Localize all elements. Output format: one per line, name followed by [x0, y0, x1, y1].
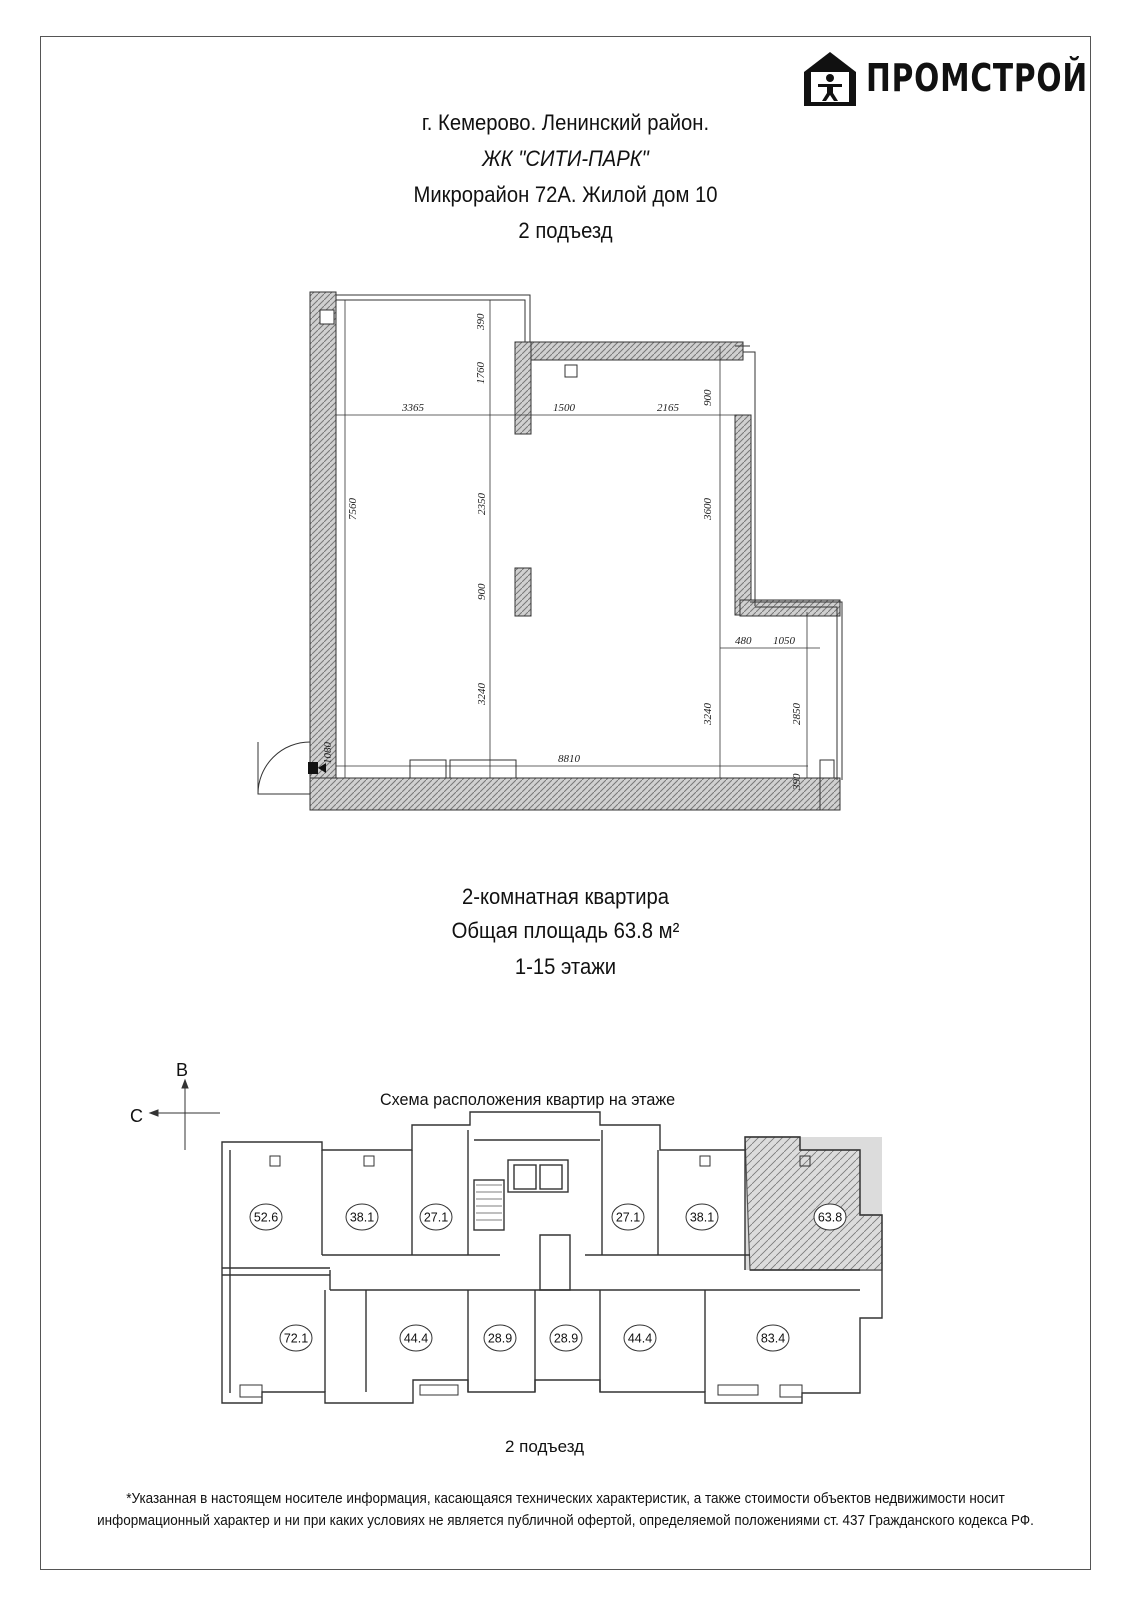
compass-north-label: В — [176, 1060, 189, 1080]
brand-name: ПРОМСТРОЙ — [866, 56, 1088, 100]
dim-2165: 2165 — [657, 402, 679, 414]
apartment-area-top-4: 27.1 — [615, 1210, 641, 1225]
dim-3365: 3365 — [402, 402, 424, 414]
apartment-area-top-5: 38.1 — [689, 1210, 715, 1225]
apartment-floors: 1-15 этажи — [514, 954, 617, 979]
dim-900-mid: 900 — [476, 583, 488, 600]
complex-name: ЖК "СИТИ-ПАРК" — [482, 146, 649, 171]
building-line: Микрорайон 72А. Жилой дом 10 — [413, 182, 718, 207]
dim-8810: 8810 — [558, 753, 580, 765]
dim-1760: 1760 — [475, 362, 487, 384]
apartment-area: Общая площадь 63.8 м² — [451, 918, 680, 943]
dim-480: 480 — [735, 635, 752, 647]
dim-390-top: 390 — [475, 313, 487, 330]
apartment-area-bottom-6: 83.4 — [760, 1331, 786, 1346]
dim-2350: 2350 — [476, 493, 488, 515]
apartment-area-bottom-1: 72.1 — [283, 1331, 309, 1346]
apartment-area-bottom-4: 28.9 — [553, 1331, 579, 1346]
dim-3240-right: 3240 — [702, 703, 714, 725]
dim-1500: 1500 — [553, 402, 575, 414]
apartment-area-top-1: 52.6 — [253, 1210, 279, 1225]
dim-2850: 2850 — [791, 703, 803, 725]
plan-walls — [310, 292, 842, 810]
disclaimer — [95, 1488, 1035, 1532]
dim-1050: 1050 — [773, 635, 795, 647]
apartment-type: 2-комнатная квартира — [461, 884, 670, 909]
apartment-area-top-3: 27.1 — [423, 1210, 449, 1225]
dim-3600: 3600 — [702, 498, 714, 520]
dim-900-top: 900 — [702, 389, 714, 406]
address-line: г. Кемерово. Ленинский район. — [421, 110, 710, 135]
dim-7560: 7560 — [347, 498, 359, 520]
disclaimer-line-2: информационный характер и ни при каких условиях не является публичной офертой, определяемой положениями ст. 437 Гражданского кодекса РФ. — [97, 1513, 1034, 1529]
apartment-area-top-2: 38.1 — [349, 1210, 375, 1225]
entrance-line: 2 подъезд — [518, 218, 613, 243]
dim-3240-left: 3240 — [476, 683, 488, 705]
apartment-area-bottom-3: 28.9 — [487, 1331, 513, 1346]
disclaimer-line-1: *Указанная в настоящем носителе информация, касающаяся технических характеристик, а также стоимости объектов недвижимости носит — [126, 1491, 1005, 1507]
floor-scheme — [222, 1112, 882, 1403]
apartment-area-bottom-5: 44.4 — [627, 1331, 653, 1346]
apartment-area-bottom-2: 44.4 — [403, 1331, 429, 1346]
dim-1080: 1080 — [322, 742, 334, 764]
scheme-title: Схема расположения квартир на этаже — [380, 1090, 676, 1109]
compass-west-label: С — [130, 1106, 143, 1126]
scheme-entrance-label: 2 подъезд — [505, 1437, 585, 1456]
compass-icon — [150, 1080, 220, 1150]
dim-390-bottom: 390 — [791, 773, 803, 790]
apartment-area-top-6: 63.8 — [817, 1210, 843, 1225]
